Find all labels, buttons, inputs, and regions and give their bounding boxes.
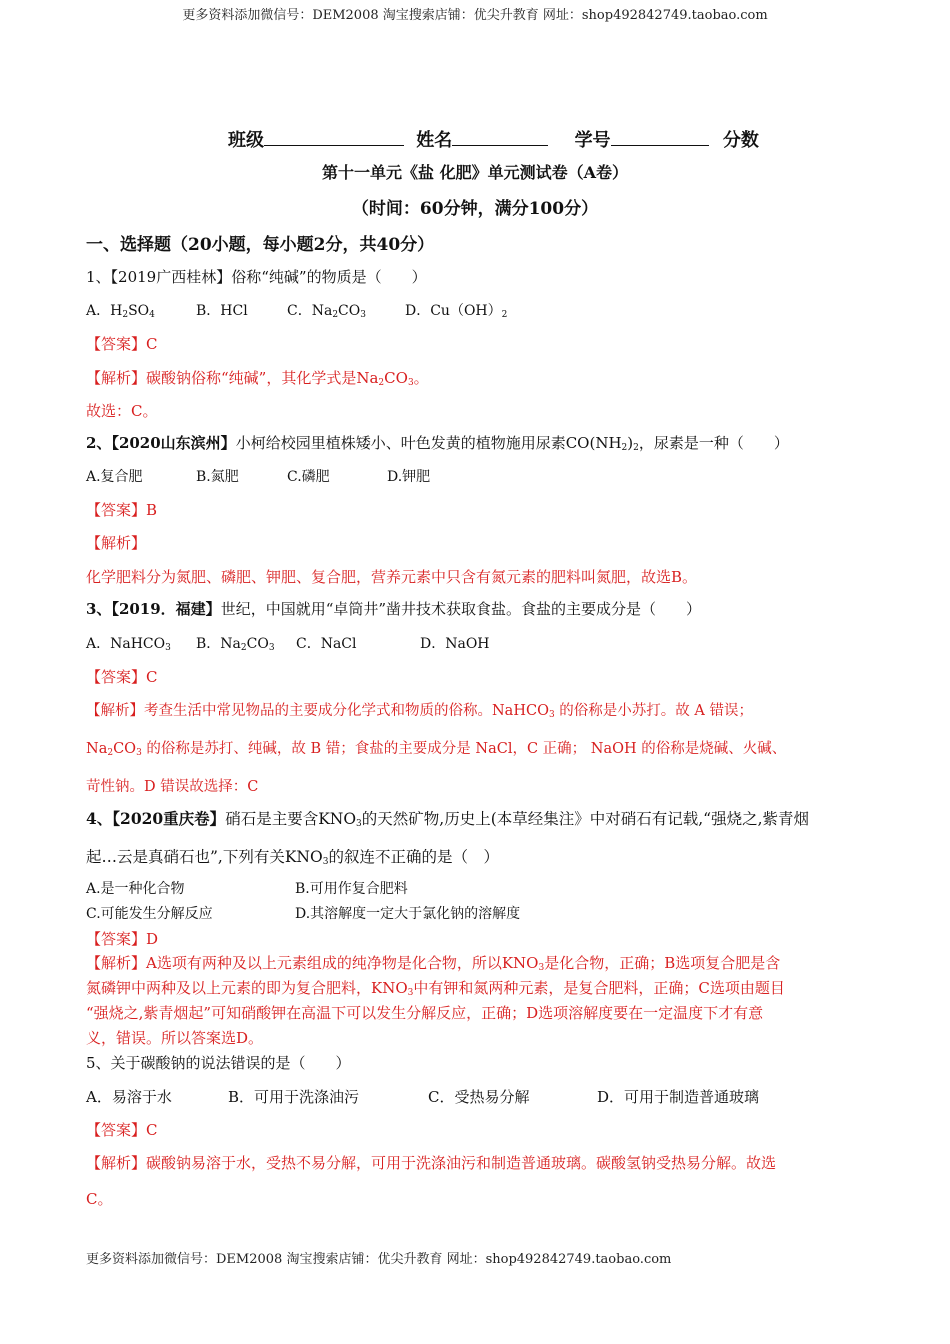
q2-option-b[interactable]: B.氮肥 [196, 469, 239, 485]
q3-option-d[interactable]: D．NaOH [420, 636, 490, 652]
question-4-line2: 起…云是真硝石也”,下列有关$KNO_3$的叙连不正确的是（ ） [86, 848, 499, 867]
student-id-label: 学号 [574, 130, 611, 151]
q5-analysis-line1: 【解析】碳酸钠易溶于水，受热不易分解，可用于洗涤油污和制造普通玻璃。碳酸氢钠受热易分解。故选 [86, 1154, 777, 1172]
q1-answer: 【答案】C [86, 335, 158, 353]
q3-option-b[interactable]: B．$Na_2CO_3$ [196, 636, 275, 653]
question-4-line1: 4、【2020重庆卷】硝石是主要含$KNO_3$的天然矿物,历史上(本草经集注》中对硝石有记载,“强烧之,紫青烟 [86, 809, 810, 829]
name-blank[interactable] [452, 144, 548, 146]
q4-option-c[interactable]: C.可能发生分解反应 [86, 906, 213, 922]
class-label: 班级 [228, 130, 264, 151]
q5-analysis-line2: C。 [86, 1190, 113, 1208]
q5-option-d[interactable]: D．可用于制造普通玻璃 [597, 1088, 760, 1106]
page-subtitle: （时间：60分钟，满分100分） [351, 199, 599, 219]
page-title: 第十一单元《盐 化肥》单元测试卷（A卷） [322, 163, 628, 182]
q4-analysis-line2: 氮磷钾中两种及以上元素的即为复合肥料，$KNO_3$中有钾和氮两种元素，是复合肥料，正确；C选项由题目 [86, 979, 785, 998]
question-number: 1、 [86, 268, 111, 286]
question-2: 2、【2020山东滨州】小柯给校园里植株矮小、叶色发黄的植物施用尿素$CO(NH_2)_2$，尿素是一种（ ） [86, 434, 789, 453]
q5-option-c[interactable]: C．受热易分解 [428, 1088, 530, 1106]
q2-analysis-label: 【解析】 [86, 534, 147, 552]
q4-option-b[interactable]: B.可用作复合肥料 [295, 881, 408, 897]
q2-answer: 【答案】B [86, 501, 158, 519]
q5-option-a[interactable]: A．易溶于水 [86, 1088, 172, 1106]
q3-analysis-line2: $Na_2CO_3$ 的俗称是苏打、纯碱，故 B 错；食盐的主要成分是 NaCl，C 正确； NaOH 的俗称是烧碱、火碱、 [86, 741, 787, 758]
q4-option-d[interactable]: D.其溶解度一定大于氯化钠的溶解度 [295, 906, 521, 922]
question-source: 【2019广西桂林】 [110, 268, 232, 286]
question-3: 3、【2019．福建】世纪，中国就用“卓筒井”凿井技术获取食盐。食盐的主要成分是（ ） [86, 600, 702, 618]
q3-answer: 【答案】C [86, 668, 158, 686]
q4-analysis-line1: 【解析】A选项有两种及以上元素组成的纯净物是化合物，所以$KNO_3$是化合物，正确；B选项复合肥是含 [86, 954, 781, 973]
q1-option-d[interactable]: D．$Cu(OH)_2$ [405, 303, 508, 320]
question-1 [86, 266, 427, 287]
q2-option-a[interactable]: A.复合肥 [86, 469, 143, 485]
info-line [228, 126, 759, 152]
q5-answer: 【答案】C [86, 1121, 158, 1139]
q1-option-b[interactable]: B．HCl [196, 303, 248, 319]
q3-option-a[interactable]: A．NaHCO$_3$ [86, 636, 171, 653]
q1-analysis: 【解析】碳酸钠俗称“纯碱”，其化学式是$Na_2CO_3$。 [86, 369, 429, 388]
q4-answer: 【答案】D [86, 930, 159, 948]
class-blank[interactable] [264, 144, 404, 146]
q2-option-d[interactable]: D.钾肥 [387, 469, 431, 485]
question-5: 5、关于碳酸钠的说法错误的是（ ） [86, 1054, 351, 1072]
q4-option-a[interactable]: A.是一种化合物 [86, 881, 185, 897]
q3-analysis-line1: 【解析】考查生活中常见物品的主要成分化学式和物质的俗称。NaHCO$_3$ 的俗称是小苏打。故 A 错误； [86, 703, 754, 720]
q1-conclusion: 故选：C。 [86, 402, 158, 420]
q1-option-a[interactable]: A．$H_2SO_4$ [86, 303, 155, 320]
score-label: 分数 [722, 130, 759, 151]
q4-analysis-line3: “强烧之,紫青烟起”可知硝酸钾在高温下可以发生分解反应，正确；D选项溶解度要在一定温度下才有意 [86, 1004, 764, 1022]
student-id-blank[interactable] [611, 144, 709, 146]
section-heading: 一、选择题（20小题，每小题2分，共40分） [86, 235, 435, 255]
page-footer: 更多资料添加微信号：DEM2008 淘宝搜索店铺：优尖升教育 网址：shop492842749.taobao.com [86, 1252, 672, 1267]
q2-analysis: 化学肥料分为氮肥、磷肥、钾肥、复合肥，营养元素中只含有氮元素的肥料叫氮肥，故选B。 [86, 568, 698, 586]
q2-option-c[interactable]: C.磷肥 [287, 469, 330, 485]
q1-option-c[interactable]: C．$Na_2CO_3$ [287, 303, 366, 320]
name-label: 姓名 [416, 130, 453, 151]
q3-analysis-line3: 苛性钠。D 错误故选择：C [86, 779, 259, 795]
page-header: 更多资料添加微信号：DEM2008 淘宝搜索店铺：优尖升教育 网址：shop492842749.taobao.com [182, 8, 768, 23]
q3-option-c[interactable]: C．NaCl [296, 636, 357, 652]
q4-analysis-line4: 义，错误。所以答案选D。 [86, 1029, 264, 1047]
question-stem: 俗称“纯碱”的物质是（ ） [231, 268, 427, 286]
q5-option-b[interactable]: B．可用于洗涤油污 [228, 1088, 360, 1106]
